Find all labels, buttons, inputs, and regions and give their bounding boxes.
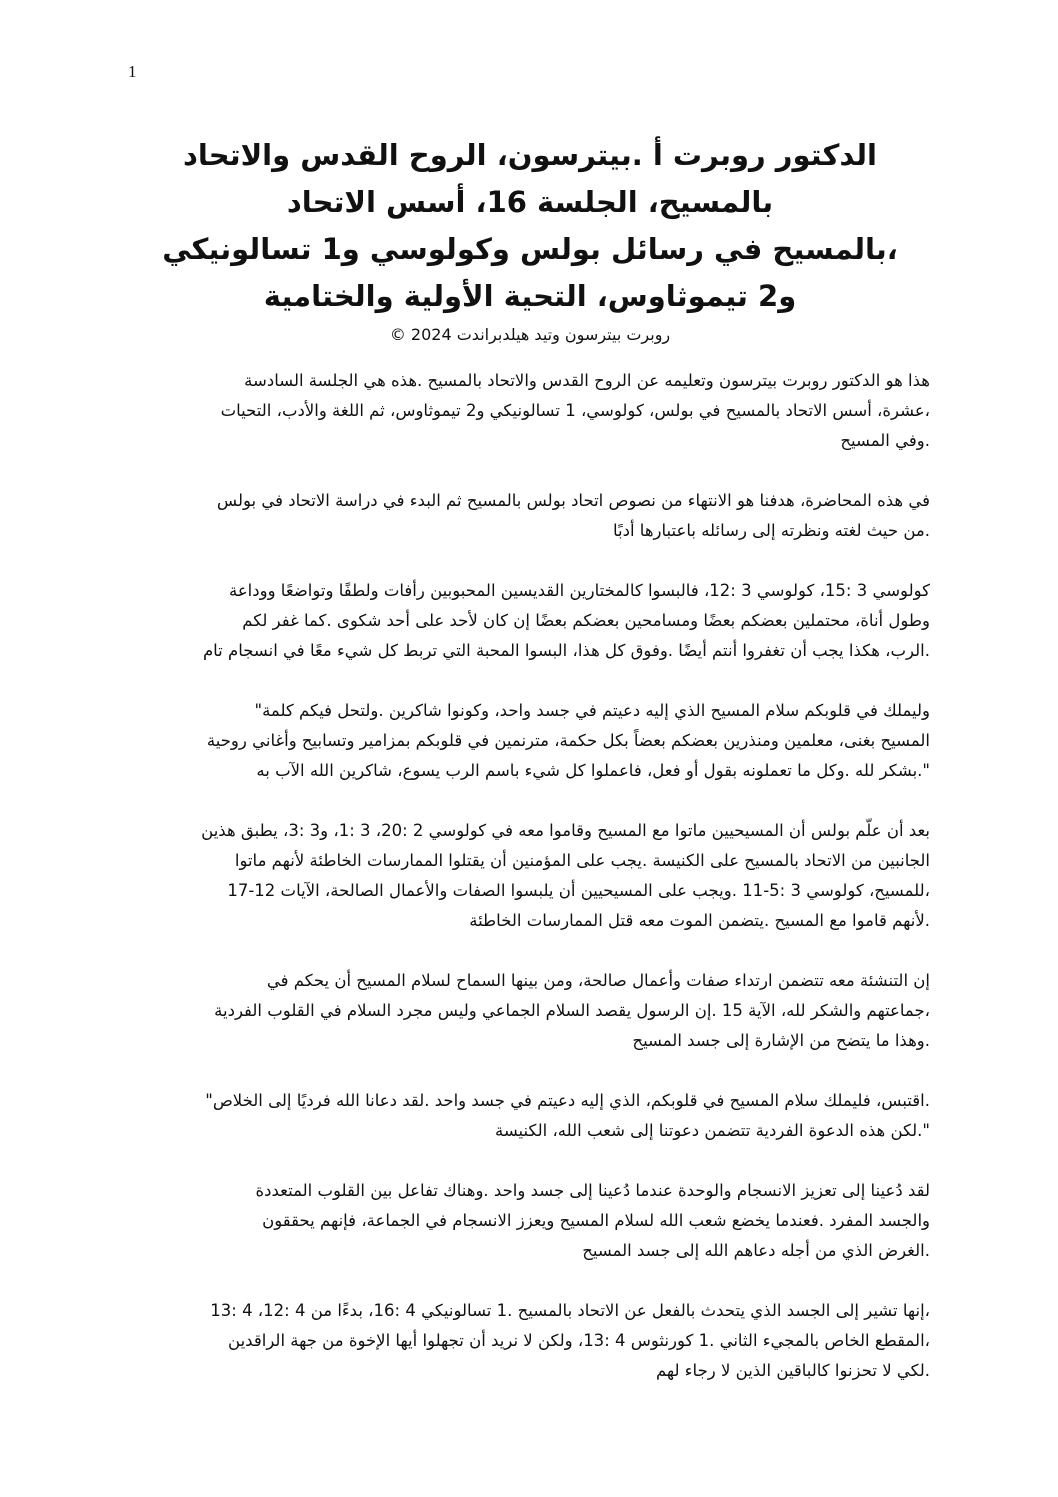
text-line: .اقتبس، فليملك سلام المسيح في قلوبكم، الذي إليه دعيتم في جسد واحد .لقد دعانا الله فرديًا إلى الخلاص" bbox=[205, 1091, 930, 1110]
text-line: بعد أن علّم بولس أن المسيحيين ماتوا مع المسيح وقاموا معه في كولوسي 2 :20، 3 :1، و3 :3، يطبق هذين bbox=[201, 821, 930, 840]
paragraph-quote-calling bbox=[130, 1086, 930, 1146]
text-line: ".لكن هذه الدعوة الفردية تتضمن دعوتنا إلى شعب الله، الكنيسة bbox=[494, 1121, 930, 1140]
paragraph-colossians-quote bbox=[130, 696, 930, 786]
title-line: ،بالمسيح في رسائل بولس وكولوسي و1 تسالونيكي bbox=[162, 232, 898, 266]
title-line: بالمسيح، الجلسة 16، أسس الاتحاد bbox=[286, 185, 774, 219]
paragraph-one-body bbox=[130, 1176, 930, 1266]
text-line: وليملك في قلوبكم سلام المسيح الذي إليه دعيتم في جسد واحد، وكونوا شاكرين .ولتحل فيكم كلمة" bbox=[254, 701, 930, 720]
text-line: ،للمسيح، كولوسي 3 :5-11 .ويجب على المسيحيين أن يلبسوا الصفات والأعمال الصالحة، الآيات 12-17 bbox=[227, 881, 930, 900]
text-line: كولوسي 3 :15، كولوسي 3 :12، فالبسوا كالمختارين القديسين المحبوبين رأفات ولطفًا وتواضعًا ووداعة bbox=[228, 581, 930, 600]
text-line: وطول أناة، محتملين بعضكم بعضًا ومسامحين بعضكم بعضًا إن كان لأحد على أحد شكوى .كما غفر لكم bbox=[242, 611, 930, 630]
document-title bbox=[130, 132, 930, 320]
title-line: و2 تيموثاوس، التحية الأولية والختامية bbox=[263, 279, 797, 313]
copyright-line: روبرت بيترسون وتيد هيلدبراندت 2024 © bbox=[389, 325, 671, 344]
text-line: .الغرض الذي من أجله دعاهم الله إلى جسد المسيح bbox=[582, 1241, 930, 1260]
text-line: .وفي المسيح bbox=[840, 431, 930, 450]
text-line: المسيح بغنى، معلمين ومنذرين بعضكم بعضاً بكل حكمة، مترنمين في قلوبكم بمزامير وتسابيح وأغاني روحية bbox=[206, 731, 930, 750]
text-line: ،المقطع الخاص بالمجيء الثاني .1 كورنثوس 4 :13، ولكن لا نريد أن تجهلوا أيها الإخوة من جهة الراقدين bbox=[228, 1331, 930, 1350]
title-block bbox=[130, 132, 930, 346]
text-line: إن التنشئة معه تتضمن ارتداء صفات وأعمال صالحة، ومن بينها السماح لسلام المسيح أن يحكم في bbox=[266, 971, 930, 990]
text-line: .من حيث لغته ونظرته إلى رسائله باعتبارها أدبًا bbox=[613, 521, 930, 540]
text-line: في هذه المحاضرة، هدفنا هو الانتهاء من نصوص اتحاد بولس بالمسيح ثم البدء في دراسة الاتحاد في بولس bbox=[216, 491, 930, 510]
text-line: .لكي لا تحزنوا كالباقين الذين لا رجاء لهم bbox=[655, 1361, 930, 1380]
paragraph-died-and-raised bbox=[130, 816, 930, 936]
text-line: ".بشكر لله .وكل ما تعملونه بقول أو فعل، فاعملوا كل شيء باسم الرب يسوع، شاكرين الله الآب به bbox=[256, 761, 930, 780]
paragraph-lecture-goal bbox=[130, 486, 930, 546]
page-number: 1 bbox=[128, 62, 137, 81]
text-line: والجسد المفرد .فعندما يخضع شعب الله لسلام المسيح ويعزز الانسجام في الجماعة، فإنهم يحققون bbox=[262, 1211, 930, 1230]
text-line: .الرب، هكذا يجب أن تغفروا أنتم أيضًا .وفوق كل هذا، البسوا المحبة التي تربط كل شيء معًا في انسجام تام bbox=[202, 641, 930, 660]
paragraph-colossians-3-12 bbox=[130, 576, 930, 666]
paragraph-intro bbox=[130, 366, 930, 456]
paragraph-thessalonians bbox=[130, 1296, 930, 1386]
text-line: .لأنهم قاموا مع المسيح .يتضمن الموت معه قتل الممارسات الخاطئة bbox=[469, 911, 930, 930]
document-body bbox=[130, 366, 930, 1416]
text-line: الجانبين من الاتحاد بالمسيح على الكنيسة .يجب على المؤمنين أن يقتلوا الممارسات الخاطئة لأنهم ماتوا bbox=[234, 851, 930, 870]
paragraph-corporate-peace bbox=[130, 966, 930, 1056]
text-line: ،إنها تشير إلى الجسد الذي يتحدث بالفعل عن الاتحاد بالمسيح .1 تسالونيكي 4 :16، بدءًا من 4 :12، 4 :13 bbox=[210, 1301, 930, 1320]
text-line: ،جماعتهم والشكر لله، الآية 15 .إن الرسول يقصد السلام الجماعي وليس مجرد السلام في القلوب الفردية bbox=[214, 1001, 930, 1020]
text-line: لقد دُعينا إلى تعزيز الانسجام والوحدة عندما دُعينا إلى جسد واحد .وهناك تفاعل بين القلوب المتعددة bbox=[255, 1181, 930, 1200]
text-line: ،عشرة، أسس الاتحاد بالمسيح في بولس، كولوسي، 1 تسالونيكي و2 تيموثاوس، ثم اللغة والأدب، التحيات bbox=[220, 401, 930, 420]
text-line: هذا هو الدكتور روبرت بيترسون وتعليمه عن الروح القدس والاتحاد بالمسيح .هذه هي الجلسة السادسة bbox=[244, 371, 930, 390]
text-line: .وهذا ما يتضح من الإشارة إلى جسد المسيح bbox=[632, 1031, 930, 1050]
title-line: الدكتور روبرت أ .بيترسون، الروح القدس والاتحاد bbox=[183, 138, 877, 172]
